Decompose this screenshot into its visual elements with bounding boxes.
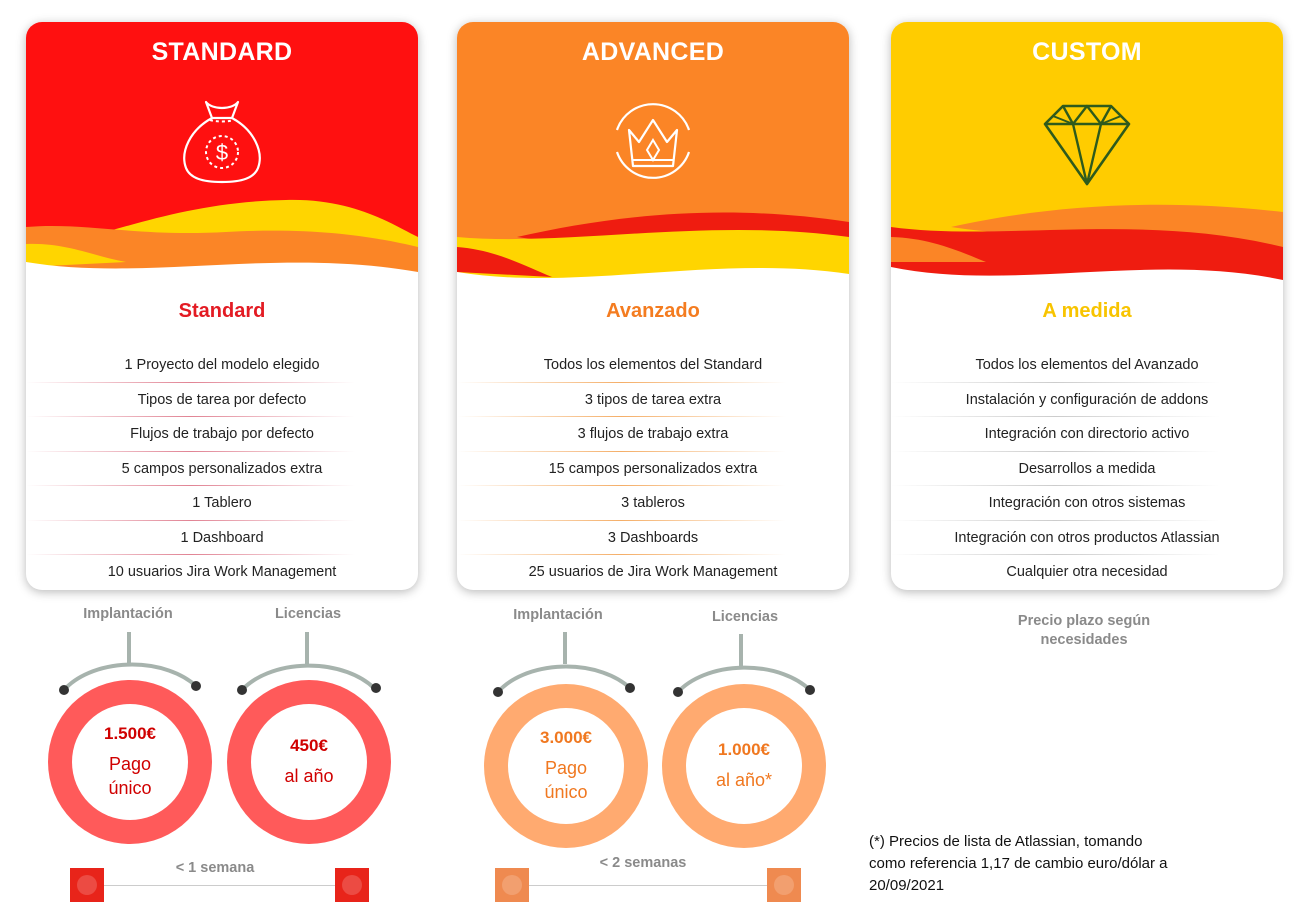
footnote: (*) Precios de lista de Atlassian, tomando como referencia 1,17 de cambio euro/dólar a 20/09/2021 bbox=[869, 833, 1168, 894]
price-description: Pago único bbox=[108, 754, 152, 798]
feature-item: Flujos de trabajo por defecto bbox=[26, 417, 418, 452]
price-value: 450€ bbox=[290, 736, 328, 755]
price-description: Pago único bbox=[544, 758, 588, 802]
timeline-label: < 2 semanas bbox=[599, 855, 687, 871]
feature-item: 1 Proyecto del modelo elegido bbox=[26, 348, 418, 383]
feature-item: 5 campos personalizados extra bbox=[26, 452, 418, 487]
plan-card-standard bbox=[26, 22, 418, 590]
feature-item: 10 usuarios Jira Work Management bbox=[107, 564, 337, 580]
timeline-end-marker bbox=[335, 868, 369, 902]
price-ring-licencias bbox=[662, 684, 826, 848]
licencias-label: Licencias bbox=[711, 609, 779, 625]
feature-item: 1 Tablero bbox=[26, 486, 418, 521]
price-description: al año bbox=[284, 766, 334, 786]
feature-item: Integración con otros productos Atlassian bbox=[891, 521, 1283, 556]
licencias-label: Licencias bbox=[274, 606, 342, 622]
timeline-start-marker bbox=[495, 868, 529, 902]
card-title: ADVANCED bbox=[581, 38, 725, 66]
crown-icon bbox=[603, 90, 703, 190]
feature-item: 3 Dashboards bbox=[457, 521, 849, 556]
price-value: 1.500€ bbox=[104, 724, 156, 743]
plan-card-advanced bbox=[457, 22, 849, 590]
card-subtitle: Standard bbox=[178, 300, 266, 322]
feature-item: Todos los elementos del Avanzado bbox=[891, 348, 1283, 383]
card-title: STANDARD bbox=[151, 38, 293, 66]
implantacion-label: Implantación bbox=[83, 606, 173, 622]
card-title: CUSTOM bbox=[1032, 38, 1142, 66]
price-ring-licencias bbox=[227, 680, 391, 844]
timeline-line bbox=[104, 885, 336, 886]
feature-item: Todos los elementos del Standard bbox=[457, 348, 849, 383]
implantacion-label: Implantación bbox=[513, 607, 603, 623]
feature-item: 3 tableros bbox=[457, 486, 849, 521]
feature-list bbox=[26, 348, 418, 590]
feature-list bbox=[457, 348, 849, 590]
money-bag-icon bbox=[172, 90, 272, 190]
custom-price-note: Precio plazo según necesidades bbox=[1017, 613, 1151, 648]
feature-item: Integración con otros sistemas bbox=[891, 486, 1283, 521]
price-value: 3.000€ bbox=[540, 728, 592, 747]
feature-item: Cualquier otra necesidad bbox=[1006, 564, 1168, 580]
card-subtitle: A medida bbox=[1042, 300, 1132, 322]
diamond-icon bbox=[1037, 90, 1137, 190]
feature-item: 3 flujos de trabajo extra bbox=[457, 417, 849, 452]
card-subtitle: Avanzado bbox=[606, 300, 700, 322]
price-ring-implantacion bbox=[484, 684, 648, 848]
feature-list bbox=[891, 348, 1283, 590]
feature-item: 1 Dashboard bbox=[26, 521, 418, 556]
timeline-start-marker bbox=[70, 868, 104, 902]
timeline-label: < 1 semana bbox=[175, 860, 255, 876]
feature-item: Desarrollos a medida bbox=[891, 452, 1283, 487]
price-description: al año* bbox=[715, 770, 773, 790]
price-value: 1.000€ bbox=[718, 740, 770, 759]
feature-item: 25 usuarios de Jira Work Management bbox=[528, 564, 778, 580]
plan-card-custom bbox=[891, 22, 1283, 590]
feature-item: 15 campos personalizados extra bbox=[457, 452, 849, 487]
timeline-end-marker bbox=[767, 868, 801, 902]
svg-text:$: $ bbox=[215, 140, 229, 165]
feature-item: Instalación y configuración de addons bbox=[891, 383, 1283, 418]
price-ring-implantacion bbox=[48, 680, 212, 844]
feature-item: Integración con directorio activo bbox=[891, 417, 1283, 452]
feature-item: Tipos de tarea por defecto bbox=[26, 383, 418, 418]
feature-item: 3 tipos de tarea extra bbox=[457, 383, 849, 418]
timeline-line bbox=[528, 885, 768, 886]
